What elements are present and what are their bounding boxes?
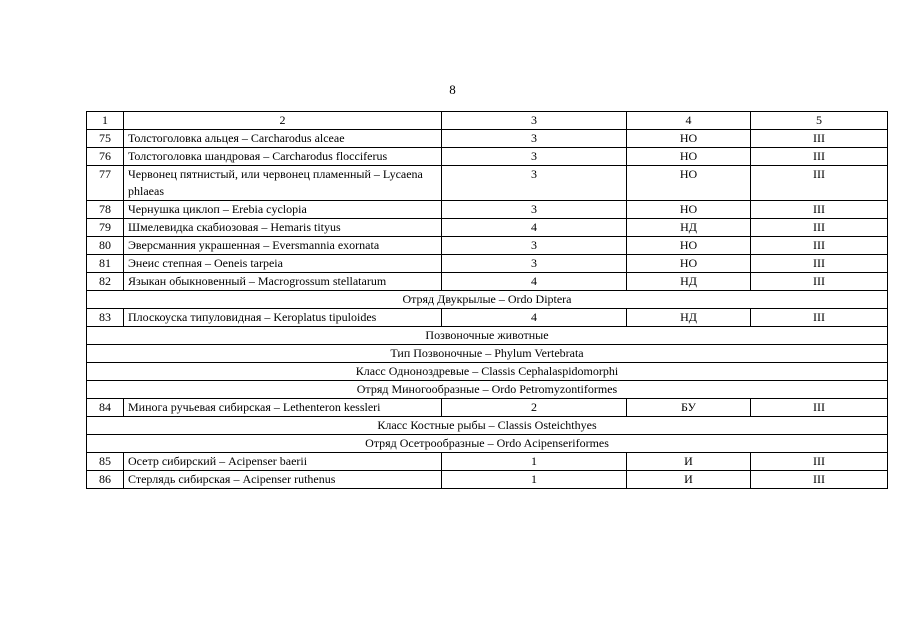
category-cell: 3 <box>442 148 627 166</box>
row-number-cell: 82 <box>87 273 124 291</box>
category-cell: 1 <box>442 453 627 471</box>
section-heading: Отряд Двукрылые – Ordo Diptera <box>87 291 888 309</box>
category-cell: 2 <box>442 399 627 417</box>
status-cell: НД <box>627 273 751 291</box>
row-number-cell: 75 <box>87 130 124 148</box>
evaluation-cell: III <box>751 166 888 201</box>
header-cell-status: 4 <box>627 112 751 130</box>
species-name-cell: Чернушка циклоп – Erebia cyclopia <box>124 201 442 219</box>
species-row <box>87 237 888 255</box>
status-cell: И <box>627 453 751 471</box>
section-row <box>87 435 888 453</box>
row-number-cell: 86 <box>87 471 124 489</box>
species-row <box>87 166 888 201</box>
section-row <box>87 345 888 363</box>
section-row <box>87 363 888 381</box>
category-cell: 4 <box>442 219 627 237</box>
section-heading: Тип Позвоночные – Phylum Vertebrata <box>87 345 888 363</box>
species-row <box>87 471 888 489</box>
species-table <box>86 111 888 489</box>
species-name-cell: Плоскоуска типуловидная – Keroplatus tipuloides <box>124 309 442 327</box>
species-row <box>87 201 888 219</box>
status-cell: НО <box>627 255 751 273</box>
evaluation-cell: III <box>751 130 888 148</box>
header-cell-evaluation: 5 <box>751 112 888 130</box>
species-row <box>87 453 888 471</box>
species-name-cell: Осетр сибирский – Acipenser baerii <box>124 453 442 471</box>
evaluation-cell: III <box>751 148 888 166</box>
row-number-cell: 83 <box>87 309 124 327</box>
section-heading: Класс Костные рыбы – Classis Osteichthyes <box>87 417 888 435</box>
evaluation-cell: III <box>751 255 888 273</box>
species-row <box>87 148 888 166</box>
category-cell: 4 <box>442 273 627 291</box>
status-cell: НД <box>627 219 751 237</box>
category-cell: 3 <box>442 201 627 219</box>
species-row <box>87 130 888 148</box>
header-cell-name: 2 <box>124 112 442 130</box>
section-heading: Класс Однонoздревые – Classis Cephalaspidomorphi <box>87 363 888 381</box>
row-number-cell: 77 <box>87 166 124 201</box>
evaluation-cell: III <box>751 237 888 255</box>
species-name-cell: Червонец пятнистый, или червонец пламенный – Lycaena phlaeas <box>124 166 442 201</box>
row-number-cell: 81 <box>87 255 124 273</box>
evaluation-cell: III <box>751 201 888 219</box>
section-heading: Отряд Миногообразные – Ordo Petromyzontiformes <box>87 381 888 399</box>
table-header-row <box>87 112 888 130</box>
species-row <box>87 219 888 237</box>
page-number: 8 <box>449 82 456 97</box>
species-name-cell: Толстоголовка альцея – Carcharodus alceae <box>124 130 442 148</box>
species-name-cell: Толстоголовка шандровая – Carcharodus flocciferus <box>124 148 442 166</box>
header-cell-category: 3 <box>442 112 627 130</box>
species-table-body <box>87 112 888 489</box>
status-cell: НО <box>627 130 751 148</box>
status-cell: БУ <box>627 399 751 417</box>
status-cell: НО <box>627 148 751 166</box>
evaluation-cell: III <box>751 453 888 471</box>
category-cell: 3 <box>442 166 627 201</box>
header-cell-number: 1 <box>87 112 124 130</box>
evaluation-cell: III <box>751 273 888 291</box>
status-cell: НД <box>627 309 751 327</box>
species-name-cell: Эверсманния украшенная – Eversmannia exornata <box>124 237 442 255</box>
species-name-cell: Стерлядь сибирская – Acipenser ruthenus <box>124 471 442 489</box>
species-row <box>87 309 888 327</box>
species-name-cell: Минога ручьевая сибирская – Lethenteron kessleri <box>124 399 442 417</box>
category-cell: 4 <box>442 309 627 327</box>
section-heading: Отряд Осетрообразные – Ordo Acipenseriformes <box>87 435 888 453</box>
species-name-cell: Языкан обыкновенный – Macrogrossum stellatarum <box>124 273 442 291</box>
evaluation-cell: III <box>751 309 888 327</box>
row-number-cell: 79 <box>87 219 124 237</box>
section-row <box>87 381 888 399</box>
category-cell: 3 <box>442 130 627 148</box>
row-number-cell: 76 <box>87 148 124 166</box>
species-name-cell: Шмелевидка скабиозовая – Hemaris tityus <box>124 219 442 237</box>
species-row <box>87 399 888 417</box>
row-number-cell: 80 <box>87 237 124 255</box>
row-number-cell: 84 <box>87 399 124 417</box>
section-heading: Позвоночные животные <box>87 327 888 345</box>
evaluation-cell: III <box>751 471 888 489</box>
category-cell: 3 <box>442 237 627 255</box>
species-row <box>87 273 888 291</box>
row-number-cell: 85 <box>87 453 124 471</box>
status-cell: НО <box>627 237 751 255</box>
species-row <box>87 255 888 273</box>
status-cell: И <box>627 471 751 489</box>
status-cell: НО <box>627 201 751 219</box>
section-row <box>87 417 888 435</box>
category-cell: 3 <box>442 255 627 273</box>
species-name-cell: Энеис степная – Oeneis tarpeia <box>124 255 442 273</box>
evaluation-cell: III <box>751 399 888 417</box>
category-cell: 1 <box>442 471 627 489</box>
section-row <box>87 327 888 345</box>
evaluation-cell: III <box>751 219 888 237</box>
section-row <box>87 291 888 309</box>
status-cell: НО <box>627 166 751 201</box>
row-number-cell: 78 <box>87 201 124 219</box>
